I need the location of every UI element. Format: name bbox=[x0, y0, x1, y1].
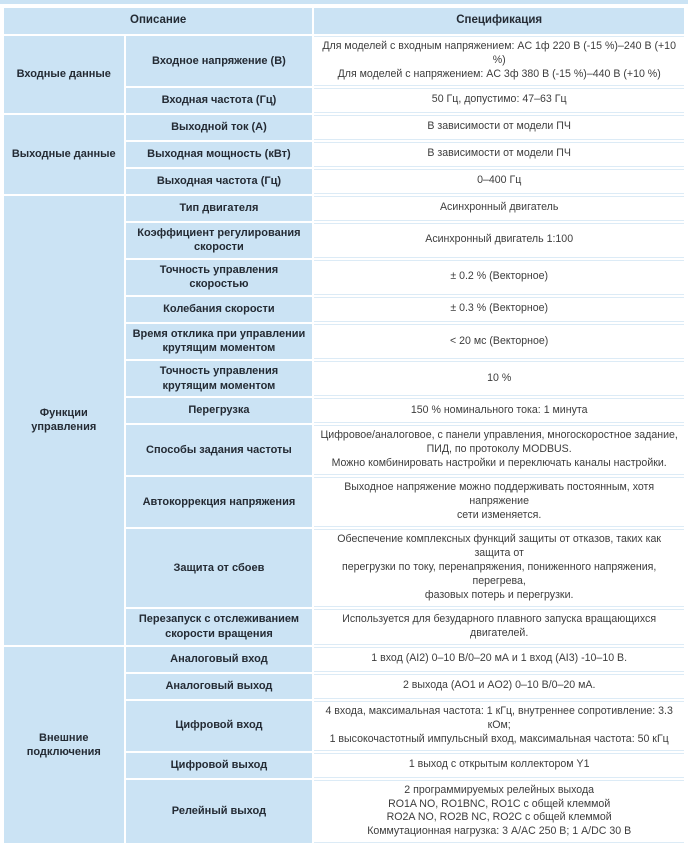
category-cell: Функции управления bbox=[4, 196, 124, 645]
param-label-cell: Выходная частота (Гц) bbox=[126, 169, 313, 194]
category-cell: Входные данные bbox=[4, 36, 124, 113]
spec-value-cell: Выходное напряжение можно поддерживать постоянным, хотя напряжение сети изменяется. bbox=[314, 477, 684, 527]
param-label-cell: Цифровой вход bbox=[126, 701, 313, 751]
spec-value-cell: 0–400 Гц bbox=[314, 169, 684, 194]
param-label-cell: Аналоговый вход bbox=[126, 647, 313, 672]
table-header-description: Описание bbox=[4, 8, 312, 34]
table-row bbox=[4, 115, 684, 140]
table-header-specification: Спецификация bbox=[314, 8, 684, 34]
param-label-cell: Тип двигателя bbox=[126, 196, 313, 221]
spec-value-cell: Используется для безударного плавного запуска вращающихся двигателей. bbox=[314, 609, 684, 645]
spec-table bbox=[2, 6, 686, 845]
param-label-cell: Автокоррекция напряжения bbox=[126, 477, 313, 527]
param-label-cell: Перегрузка bbox=[126, 398, 313, 423]
param-label-cell: Выходной ток (А) bbox=[126, 115, 313, 140]
spec-value-cell: ± 0.2 % (Векторное) bbox=[314, 260, 684, 295]
spec-value-cell: 1 вход (AI2) 0–10 В/0–20 мА и 1 вход (AI3) -10–10 В. bbox=[314, 647, 684, 672]
spec-value-cell: 2 программируемых релейных выхода RO1A NO, RO1BNC, RO1C с общей клеммой RO2A NO, RO2B NC, RO2C с общей клеммой Коммутационная нагрузка: 3 А/AC 250 В; 1 А/DC 30 В bbox=[314, 780, 684, 844]
table-row bbox=[4, 36, 684, 86]
param-label-cell: Колебания скорости bbox=[126, 297, 313, 322]
table-header-row bbox=[4, 8, 684, 34]
param-label-cell: Релейный выход bbox=[126, 780, 313, 844]
param-label-cell: Выходная мощность (кВт) bbox=[126, 142, 313, 167]
param-label-cell: Коэффициент регулирования скорости bbox=[126, 223, 313, 258]
param-label-cell: Точность управления скоростью bbox=[126, 260, 313, 295]
param-label-cell: Цифровой выход bbox=[126, 753, 313, 778]
param-label-cell: Аналоговый выход bbox=[126, 674, 313, 699]
spec-value-cell: 10 % bbox=[314, 361, 684, 396]
param-label-cell: Способы задания частоты bbox=[126, 425, 313, 475]
top-accent-bar bbox=[0, 0, 688, 4]
table-row bbox=[4, 196, 684, 221]
table-row bbox=[4, 647, 684, 672]
spec-value-cell: Цифровое/аналоговое, с панели управления, многоскоростное задание, ПИД, по протоколу MODBUS. Можно комбинировать настройки и переключать каналы настройки. bbox=[314, 425, 684, 475]
param-label-cell: Время отклика при управлении крутящим моментом bbox=[126, 324, 313, 359]
category-cell: Выходные данные bbox=[4, 115, 124, 194]
param-label-cell: Входное напряжение (В) bbox=[126, 36, 313, 86]
table-body bbox=[4, 36, 684, 843]
spec-value-cell: В зависимости от модели ПЧ bbox=[314, 142, 684, 167]
spec-value-cell: 4 входа, максимальная частота: 1 кГц, внутреннее сопротивление: 3.3 кОм; 1 высокочастотный импульсный вход, максимальная частота: 50 кГц bbox=[314, 701, 684, 751]
param-label-cell: Перезапуск с отслеживанием скорости вращения bbox=[126, 609, 313, 645]
spec-value-cell: 50 Гц, допустимо: 47–63 Гц bbox=[314, 88, 684, 113]
spec-value-cell: 1 выход с открытым коллектором Y1 bbox=[314, 753, 684, 778]
spec-value-cell: Для моделей с входным напряжением: AC 1ф 220 В (-15 %)–240 В (+10 %) Для моделей с напряжением: AC 3ф 380 В (-15 %)–440 В (+10 %) bbox=[314, 36, 684, 86]
spec-value-cell: В зависимости от модели ПЧ bbox=[314, 115, 684, 140]
spec-value-cell: 150 % номинального тока: 1 минута bbox=[314, 398, 684, 423]
spec-value-cell: Асинхронный двигатель bbox=[314, 196, 684, 221]
param-label-cell: Защита от сбоев bbox=[126, 529, 313, 607]
category-cell: Внешние подключения bbox=[4, 647, 124, 844]
spec-value-cell: Асинхронный двигатель 1:100 bbox=[314, 223, 684, 258]
spec-value-cell: ± 0.3 % (Векторное) bbox=[314, 297, 684, 322]
param-label-cell: Точность управления крутящим моментом bbox=[126, 361, 313, 396]
spec-value-cell: < 20 мс (Векторное) bbox=[314, 324, 684, 359]
spec-value-cell: 2 выхода (AO1 и AO2) 0–10 В/0–20 мА. bbox=[314, 674, 684, 699]
param-label-cell: Входная частота (Гц) bbox=[126, 88, 313, 113]
spec-value-cell: Обеспечение комплексных функций защиты от отказов, таких как защита от перегрузки по току, перенапряжения, пониженного напряжения, перегрева, фазовых потерь и перегрузки. bbox=[314, 529, 684, 607]
